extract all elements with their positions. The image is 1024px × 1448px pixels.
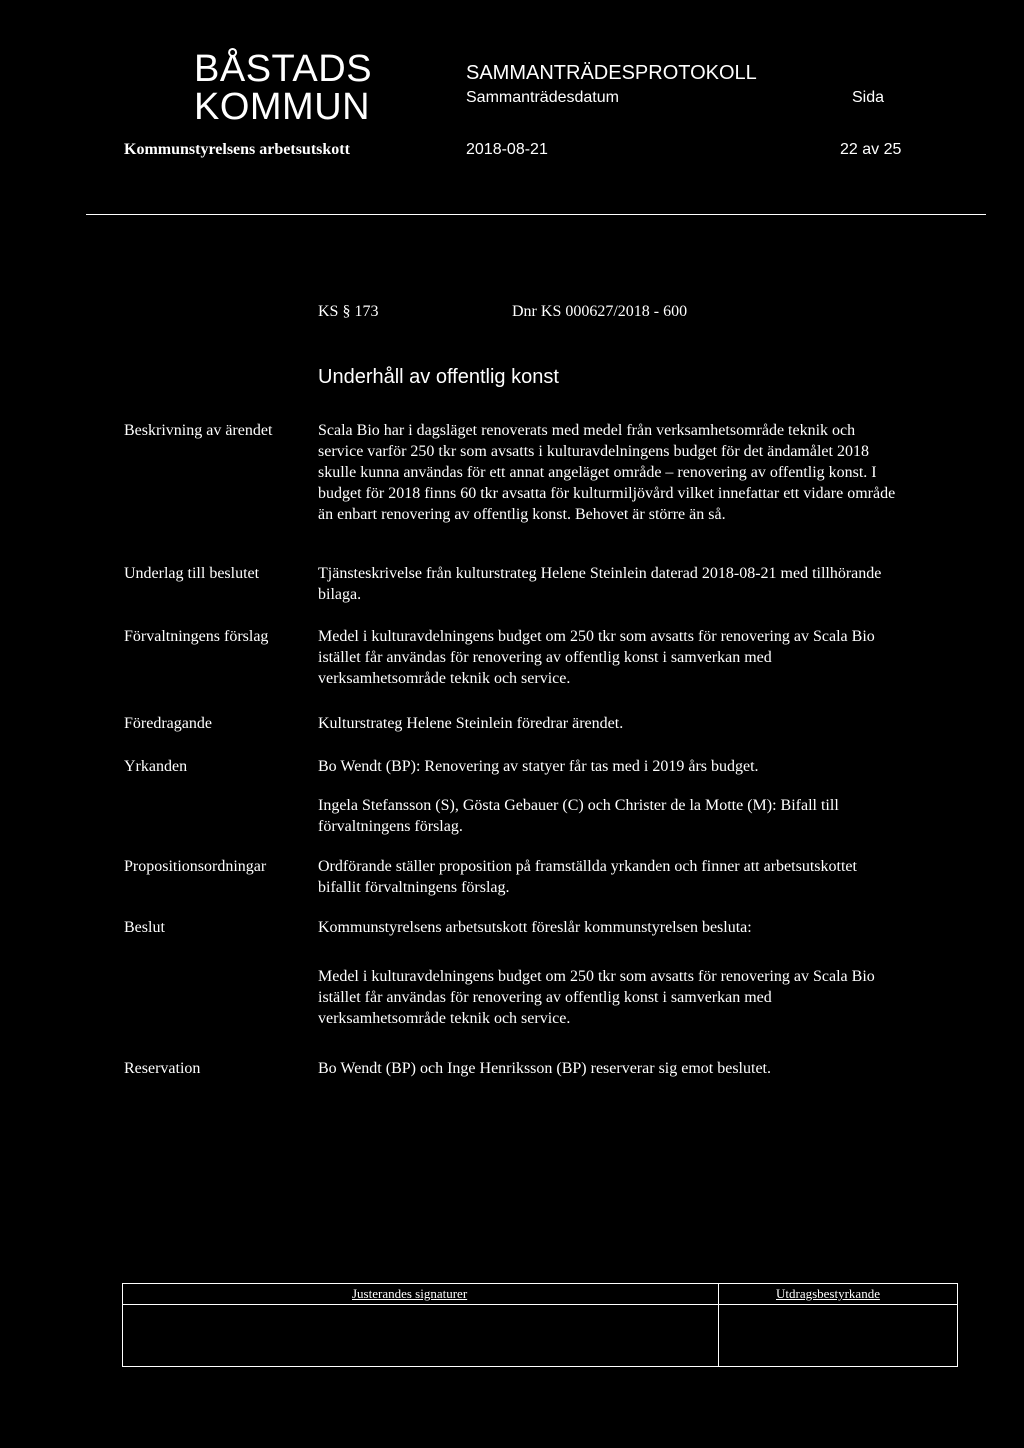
- section-text-decision: Medel i kulturavdelningens budget om 250 tkr som avsatts för renovering av Scala Bio istället får användas för renovering av offentlig konst i samverkan med verksamhetsområde teknik och service.: [318, 968, 875, 1027]
- page-number: 22 av 25: [840, 141, 902, 158]
- section-label-description: Beskrivning av ärendet: [124, 422, 273, 439]
- section-text-presenter: Kulturstrateg Helene Steinlein föredrar ärendet.: [318, 715, 624, 732]
- signature-table-left-border: [122, 1284, 123, 1366]
- signature-table-header-rule: [122, 1304, 958, 1305]
- signature-table: [122, 1283, 958, 1367]
- section-text-decision-intro: Kommunstyrelsens arbetsutskott föreslår kommunstyrelsen besluta:: [318, 919, 752, 936]
- section-label-presenter: Föredragande: [124, 715, 212, 732]
- committee-name: Kommunstyrelsens arbetsutskott: [124, 141, 350, 158]
- section-text-propositions: Ordförande ställer proposition på framställda yrkanden och finner att arbetsutskottet bifallit förvaltningens förslag.: [318, 858, 857, 896]
- section-text-motion-1: Bo Wendt (BP): Renovering av statyer får tas med i 2019 års budget.: [318, 758, 759, 775]
- section-label-reservation: Reservation: [124, 1060, 201, 1077]
- section-label-decision: Beslut: [124, 919, 165, 936]
- section-label-propositions: Propositionsordningar: [124, 858, 267, 875]
- signature-table-right-border: [957, 1284, 958, 1366]
- case-number: Dnr KS 000627/2018 - 600: [512, 303, 688, 320]
- justerandes-signaturer-label: Justerandes signaturer: [352, 1286, 468, 1301]
- section-label-proposal: Förvaltningens förslag: [124, 628, 269, 645]
- page-label: Sida: [852, 89, 885, 106]
- signature-table-divider: [718, 1284, 719, 1366]
- header-divider: [86, 214, 986, 215]
- section-text-basis: Tjänsteskrivelse från kulturstrateg Helene Steinlein daterad 2018-08-21 med tillhörande bilaga.: [318, 565, 882, 603]
- section-text-proposal: Medel i kulturavdelningens budget om 250 tkr som avsatts för renovering av Scala Bio istället får användas för renovering av offentlig konst i samverkan med verksamhetsområde teknik och service.: [318, 628, 875, 687]
- section-label-basis: Underlag till beslutet: [124, 565, 260, 582]
- municipality-logo: [194, 50, 372, 126]
- section-text-description: Scala Bio har i dagsläget renoverats med medel från verksamhetsområde teknik och service varför 250 tkr som avsatts i kulturavdelningens budget för det ändamålet 2018 skulle kunna användas för ett annat angeläget område – renovering av offentlig konst. I budget för 2018 finns 60 tkr avsatta för kulturmiljövård vilket innefattar ett vidare område än enbart renovering av offentlig konst. Behovet är större än så.: [318, 422, 896, 523]
- meeting-date: 2018-08-21: [466, 141, 548, 158]
- document-type: SAMMANTRÄDESPROTOKOLL: [466, 62, 757, 84]
- logo-line-2: KOMMUN: [194, 86, 371, 128]
- section-text-motion-2: Ingela Stefansson (S), Gösta Gebauer (C) och Christer de la Motte (M): Bifall till förvaltningens förslag.: [318, 797, 839, 835]
- case-title: Underhåll av offentlig konst: [318, 366, 559, 388]
- section-text-reservation: Bo Wendt (BP) och Inge Henriksson (BP) reserverar sig emot beslutet.: [318, 1060, 771, 1077]
- section-id: KS § 173: [318, 303, 379, 320]
- section-label-motions: Yrkanden: [124, 758, 188, 775]
- utdragsbestyrkande-label: Utdragsbestyrkande: [776, 1286, 880, 1301]
- logo-line-1: BÅSTADS: [194, 48, 373, 90]
- meeting-date-label: Sammanträdesdatum: [466, 89, 619, 106]
